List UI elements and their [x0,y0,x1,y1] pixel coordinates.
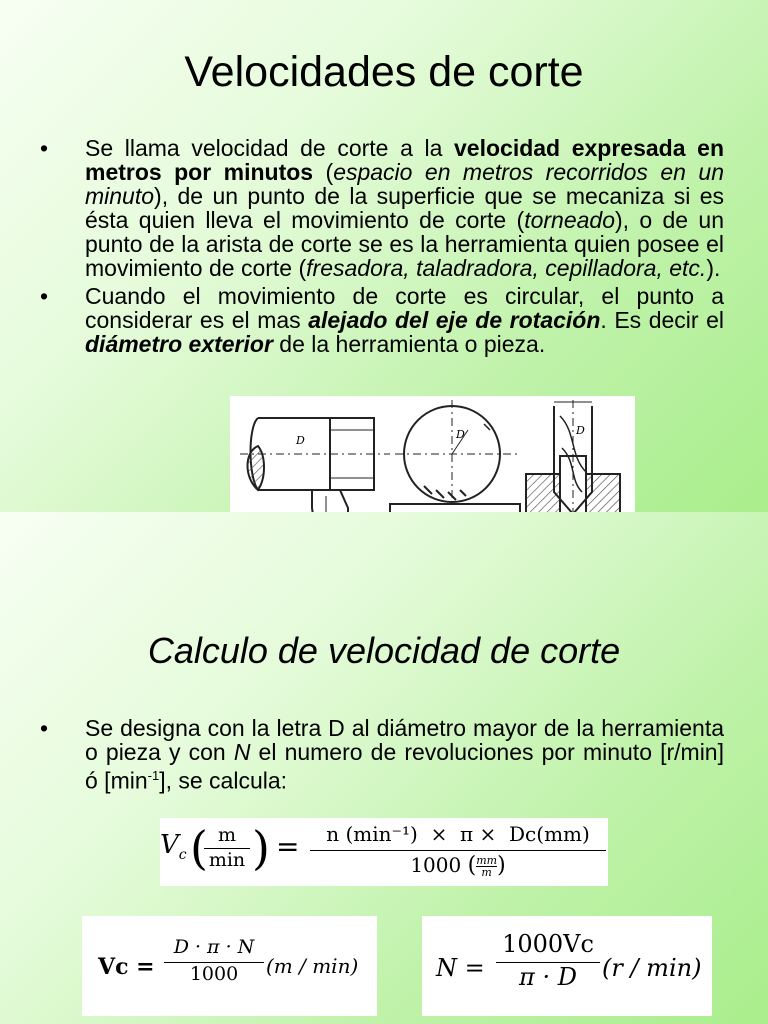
slide-2 [0,512,768,1024]
bullet-dot: • [40,283,49,309]
bullet-text: Se llama velocidad de corte a la velocidad expresada en metros por minutos (espacio en metros recorridos en un minuto), de un punto de la superficie que se mecaniza si es ésta quien lleva el movimiento de corte (torneado), o de un punto de la arista de corte se es la herramienta quien posee el movimiento de corte (fresadora, taladradora, cepilladora, etc.). [85,135,724,281]
bullet-movimiento-circular [40,284,724,356]
bullet-velocidad-corte [40,136,724,280]
slide-1-bullets [40,136,724,356]
bullet-dot: • [40,135,49,161]
diagram-label-d3: D [576,424,585,437]
formula-n: N = 1000Vc π · D (r / min) [422,916,712,1016]
bullet-text: Se designa con la letra D al diámetro mayor de la herramienta o pieza y con N el numero de revoluciones por minuto [r/min] ó $[\min^{-1}]$, se calcula: [85,715,724,794]
slide-1-title: Velocidades de corte [184,48,584,96]
slide-2-title: Calculo de velocidad de corte [147,630,621,671]
bullet-text: Cuando el movimiento de corte es circular, el punto a considerar es el mas alejado del eje de rotación. Es decir el diámetro exterior de la herramienta o pieza. [85,283,725,357]
bullet-dot: • [40,715,49,741]
bullet-designa-d [40,716,724,793]
formula-vc-full: $V_c$ ( m min ) = n (min⁻¹) × π × Dc(mm) 1000 ( $\frac{mm}{m}$ ) [160,818,608,886]
formula-vc: Vc = D · π · N 1000 (m / min) [82,916,377,1016]
diagram-label-d2: D [456,428,465,441]
slide-2-bullets [40,716,724,793]
diagram-label-d1: D [296,434,305,447]
